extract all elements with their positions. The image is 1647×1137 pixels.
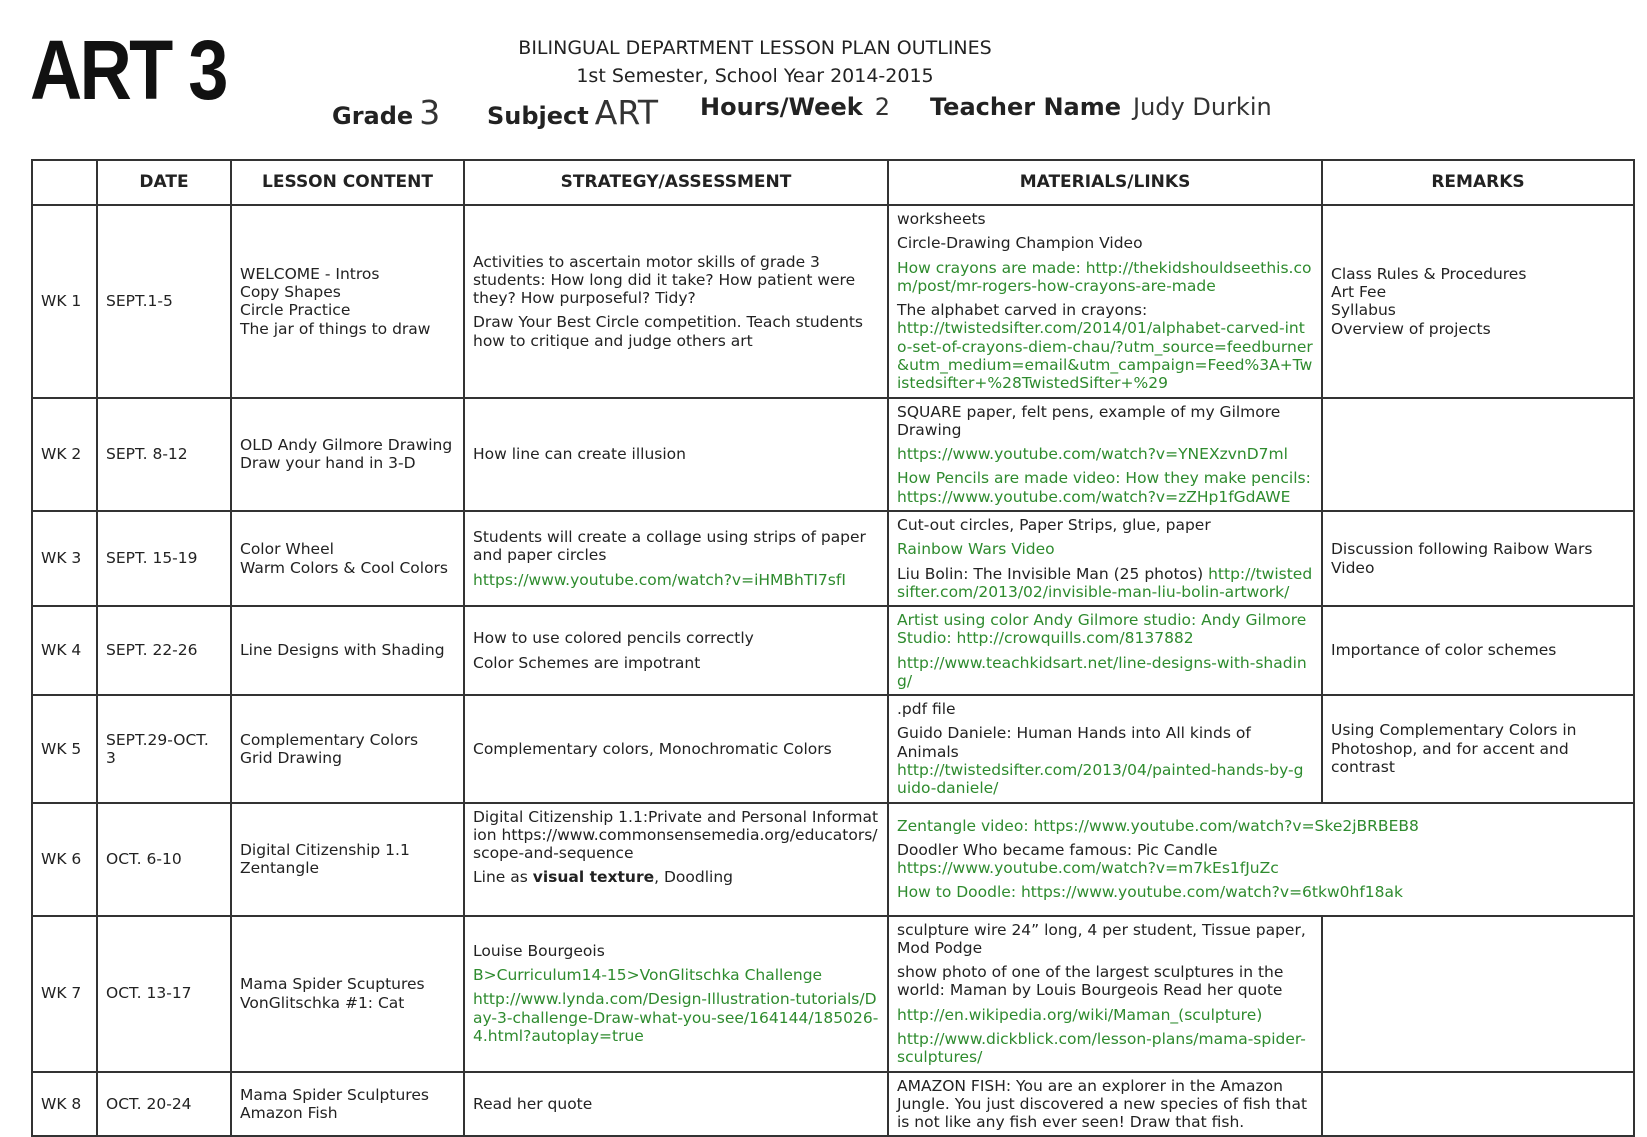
strategy-cell xyxy=(464,398,888,511)
remark-line: Art Fee xyxy=(1331,282,1387,301)
lesson-line: Mama Spider Sculptures xyxy=(240,1085,429,1104)
table-header-row xyxy=(32,160,1634,205)
meta-row xyxy=(0,93,1647,137)
col-header-remarks: REMARKS xyxy=(1322,160,1634,205)
strategy-cell xyxy=(464,1072,888,1137)
strategy-text: Louise Bourgeois xyxy=(473,941,605,960)
material-item[interactable]: Zentangle video: https://www.youtube.com/watch?v=Ske2jBRBEB8 xyxy=(897,816,1419,835)
strategy-link[interactable]: B>Curriculum14-15>VonGlitschka Challenge xyxy=(473,966,823,985)
materials-cell xyxy=(888,606,1322,695)
col-header-week xyxy=(32,160,97,205)
lesson-line: Complementary Colors Grid Drawing xyxy=(240,730,419,767)
remark-line: Importance of color schemes xyxy=(1331,641,1557,660)
material-link[interactable]: http://twistedsifter.com/2014/01/alphabet-carved-into-set-of-crayons-diem-chau/?utm_source=feedburner&utm_medium=email&utm_campaign=Feed%3A+Twistedsifter+%28TwistedSifter+%29 xyxy=(897,319,1313,393)
lesson-line: Mama Spider Scuptures xyxy=(240,975,425,994)
col-header-lesson: LESSON CONTENT xyxy=(231,160,464,205)
table-row xyxy=(32,695,1634,802)
table-row xyxy=(32,1072,1634,1137)
lesson-cell xyxy=(231,398,464,511)
strategy-text: Complementary colors, Monochromatic Colors xyxy=(473,739,832,758)
table-row xyxy=(32,511,1634,606)
material-item[interactable]: http://www.teachkidsart.net/line-designs-with-shading/ xyxy=(897,653,1307,690)
lesson-line: OLD Andy Gilmore Drawing xyxy=(240,435,453,454)
hours-value: 2 xyxy=(874,93,890,121)
table-row xyxy=(32,803,1634,916)
strategy-text: Students will create a collage using strips of paper and paper circles xyxy=(473,528,866,565)
remark-line: Discussion following Raibow Wars Video xyxy=(1331,540,1593,577)
subject-field xyxy=(487,93,658,132)
lesson-cell xyxy=(231,511,464,606)
material-item: SQUARE paper, felt pens, example of my Gilmore Drawing xyxy=(897,402,1281,439)
material-item: Circle-Drawing Champion Video xyxy=(897,234,1143,253)
strategy-text: Draw Your Best Circle competition. Teach students how to critique and judge others art xyxy=(473,313,864,350)
material-item[interactable]: http://www.dickblick.com/lesson-plans/mama-spider-sculptures/ xyxy=(897,1030,1306,1067)
table-row xyxy=(32,205,1634,398)
grade-field xyxy=(332,93,440,132)
lesson-cell xyxy=(231,606,464,695)
lesson-line: Digital Citizenship 1.1 xyxy=(240,840,410,859)
material-link[interactable]: https://www.youtube.com/watch?v=zZHp1fGdAWE xyxy=(897,487,1291,506)
material-item[interactable]: http://en.wikipedia.org/wiki/Maman_(sculpture) xyxy=(897,1005,1263,1024)
date-cell: OCT. 13-17 xyxy=(97,916,231,1072)
lesson-line: Amazon Fish xyxy=(240,1103,338,1122)
col-header-materials: MATERIALS/LINKS xyxy=(888,160,1322,205)
materials-cell xyxy=(888,511,1322,606)
week-cell: WK 2 xyxy=(32,398,97,511)
material-item[interactable]: Artist using color Andy Gilmore studio: Andy Gilmore Studio: http://crowquills.com/8137882 xyxy=(897,611,1307,648)
material-item xyxy=(897,259,1313,296)
materials-cell xyxy=(888,1072,1322,1137)
lesson-line: VonGlitschka #1: Cat xyxy=(240,993,405,1012)
material-text: Doodler Who became famous: Pic Candle xyxy=(897,840,1218,859)
lesson-line: The jar of things to draw xyxy=(240,319,431,338)
strategy-text-pre: Line as xyxy=(473,868,533,887)
strategy-text xyxy=(473,868,879,886)
date-cell: SEPT. 15-19 xyxy=(97,511,231,606)
hours-field xyxy=(700,93,890,121)
lesson-cell xyxy=(231,205,464,398)
remarks-cell xyxy=(1322,511,1634,606)
table-row xyxy=(32,398,1634,511)
subject-value: ART xyxy=(594,93,659,132)
remark-line: Syllabus xyxy=(1331,301,1396,320)
table-row xyxy=(32,916,1634,1072)
strategy-link[interactable]: http://www.lynda.com/Design-Illustration-tutorials/Day-3-challenge-Draw-what-you-see/164144/185026-4.html?autoplay=true xyxy=(473,990,879,1045)
material-item[interactable]: How to Doodle: https://www.youtube.com/watch?v=6tkw0hf18ak xyxy=(897,883,1403,902)
material-item: AMAZON FISH: You are an explorer in the Amazon Jungle. You just discovered a new species of fish that is not like any fish ever seen! Draw that fish. xyxy=(897,1076,1308,1132)
week-cell: WK 8 xyxy=(32,1072,97,1137)
remarks-cell xyxy=(1322,606,1634,695)
teacher-field xyxy=(930,93,1272,121)
week-cell: WK 4 xyxy=(32,606,97,695)
material-item: show photo of one of the largest sculptures in the world: Maman by Louis Bourgeois Read her quote xyxy=(897,963,1284,1000)
material-item: .pdf file xyxy=(897,700,956,719)
material-text: Liu Bolin: The Invisible Man (25 photos) xyxy=(897,564,1209,583)
strategy-text: Read her quote xyxy=(473,1094,593,1113)
material-link[interactable]: https://www.youtube.com/watch?v=m7kEs1fJuZc xyxy=(897,859,1279,878)
hours-label: Hours/Week xyxy=(700,93,863,121)
date-cell: SEPT. 8-12 xyxy=(97,398,231,511)
material-item[interactable]: Rainbow Wars Video xyxy=(897,540,1055,559)
remarks-cell xyxy=(1322,205,1634,398)
strategy-text: Color Schemes are impotrant xyxy=(473,653,701,672)
remarks-cell xyxy=(1322,695,1634,802)
remark-line: Using Complementary Colors in Photoshop, and for accent and contrast xyxy=(1331,721,1577,777)
semester-header: 1st Semester, School Year 2014-2015 xyxy=(576,65,934,87)
material-text: Guido Daniele: Human Hands into All kinds of Animals xyxy=(897,724,1251,761)
materials-cell xyxy=(888,803,1634,916)
week-cell: WK 3 xyxy=(32,511,97,606)
materials-cell xyxy=(888,695,1322,802)
strategy-cell xyxy=(464,803,888,916)
week-cell: WK 6 xyxy=(32,803,97,916)
lesson-line: Line Designs with Shading xyxy=(240,641,445,660)
strategy-text-post: , Doodling xyxy=(654,868,733,887)
lesson-cell xyxy=(231,916,464,1072)
strategy-text: How line can create illusion xyxy=(473,445,686,464)
week-cell: WK 1 xyxy=(32,205,97,398)
lesson-line: Color Wheel xyxy=(240,540,334,559)
material-item xyxy=(897,724,1313,797)
lesson-cell xyxy=(231,1072,464,1137)
strategy-cell xyxy=(464,511,888,606)
subject-label: Subject xyxy=(487,102,589,130)
material-link[interactable]: http://twistedsifter.com/2013/04/painted-hands-by-guido-daniele/ xyxy=(897,761,1304,798)
material-text: How crayons are made: xyxy=(897,258,1086,277)
col-header-strategy: STRATEGY/ASSESSMENT xyxy=(464,160,888,205)
material-item: worksheets xyxy=(897,210,986,228)
week-cell: WK 5 xyxy=(32,695,97,802)
material-item: Cut-out circles, Paper Strips, glue, paper xyxy=(897,515,1211,534)
week-cell: WK 7 xyxy=(32,916,97,1072)
date-cell: OCT. 20-24 xyxy=(97,1072,231,1137)
remarks-cell xyxy=(1322,398,1634,511)
lesson-line: WELCOME - Intros xyxy=(240,264,380,283)
date-cell: SEPT.29-OCT. 3 xyxy=(97,695,231,802)
material-item xyxy=(897,469,1313,506)
strategy-cell xyxy=(464,695,888,802)
material-item[interactable]: https://www.youtube.com/watch?v=YNEXzvnD7ml xyxy=(897,445,1288,464)
table-row xyxy=(32,606,1634,695)
remark-line: Class Rules & Procedures xyxy=(1331,264,1527,283)
teacher-label: Teacher Name xyxy=(930,93,1122,121)
strategy-cell xyxy=(464,606,888,695)
strategy-cell xyxy=(464,916,888,1072)
department-header: BILINGUAL DEPARTMENT LESSON PLAN OUTLINES xyxy=(518,37,992,59)
material-item xyxy=(897,301,1313,392)
material-item xyxy=(897,841,1625,878)
lesson-plan-table xyxy=(31,159,1635,1137)
grade-label: Grade xyxy=(332,102,414,130)
strategy-cell xyxy=(464,205,888,398)
lesson-line: Circle Practice xyxy=(240,301,351,320)
material-item xyxy=(897,565,1313,602)
date-cell: SEPT.1-5 xyxy=(97,205,231,398)
page-big-title: ART 3 xyxy=(30,23,226,117)
material-text: How Pencils are made video: How they make pencils: xyxy=(897,469,1311,488)
material-item: sculpture wire 24” long, 4 per student, Tissue paper, Mod Podge xyxy=(897,920,1306,957)
lesson-cell xyxy=(231,695,464,802)
materials-cell xyxy=(888,916,1322,1072)
lesson-line: Warm Colors & Cool Colors xyxy=(240,558,449,577)
strategy-text: Activities to ascertain motor skills of grade 3 students: How long did it take? How patient were they? How purposeful? Tidy? xyxy=(473,252,856,308)
strategy-text: How to use colored pencils correctly xyxy=(473,629,754,648)
material-link[interactable]: http://thekidshouldseethis.com/post/mr-rogers-how-crayons-are-made xyxy=(897,258,1312,295)
lesson-cell xyxy=(231,803,464,916)
date-cell: OCT. 6-10 xyxy=(97,803,231,916)
strategy-text-bold: visual texture xyxy=(532,868,655,887)
strategy-link[interactable]: https://www.youtube.com/watch?v=iHMBhTI7sfI xyxy=(473,570,846,589)
materials-cell xyxy=(888,205,1322,398)
material-text: The alphabet carved in crayons: xyxy=(897,301,1148,320)
grade-value: 3 xyxy=(419,93,441,132)
remarks-cell xyxy=(1322,916,1634,1072)
remark-line: Overview of projects xyxy=(1331,319,1491,338)
strategy-text: Digital Citizenship 1.1:Private and Personal Information https://www.commonsensemedia.org/educators/scope-and-sequence xyxy=(473,807,879,863)
materials-cell xyxy=(888,398,1322,511)
col-header-date: DATE xyxy=(97,160,231,205)
material-link[interactable]: http://twistedsifter.com/2013/02/invisible-man-liu-bolin-artwork/ xyxy=(897,564,1313,601)
remarks-cell xyxy=(1322,1072,1634,1137)
lesson-line: Zentangle xyxy=(240,859,320,878)
date-cell: SEPT. 22-26 xyxy=(97,606,231,695)
lesson-line: Draw your hand in 3-D xyxy=(240,454,416,473)
teacher-value: Judy Durkin xyxy=(1133,93,1272,121)
lesson-line: Copy Shapes xyxy=(240,282,341,301)
